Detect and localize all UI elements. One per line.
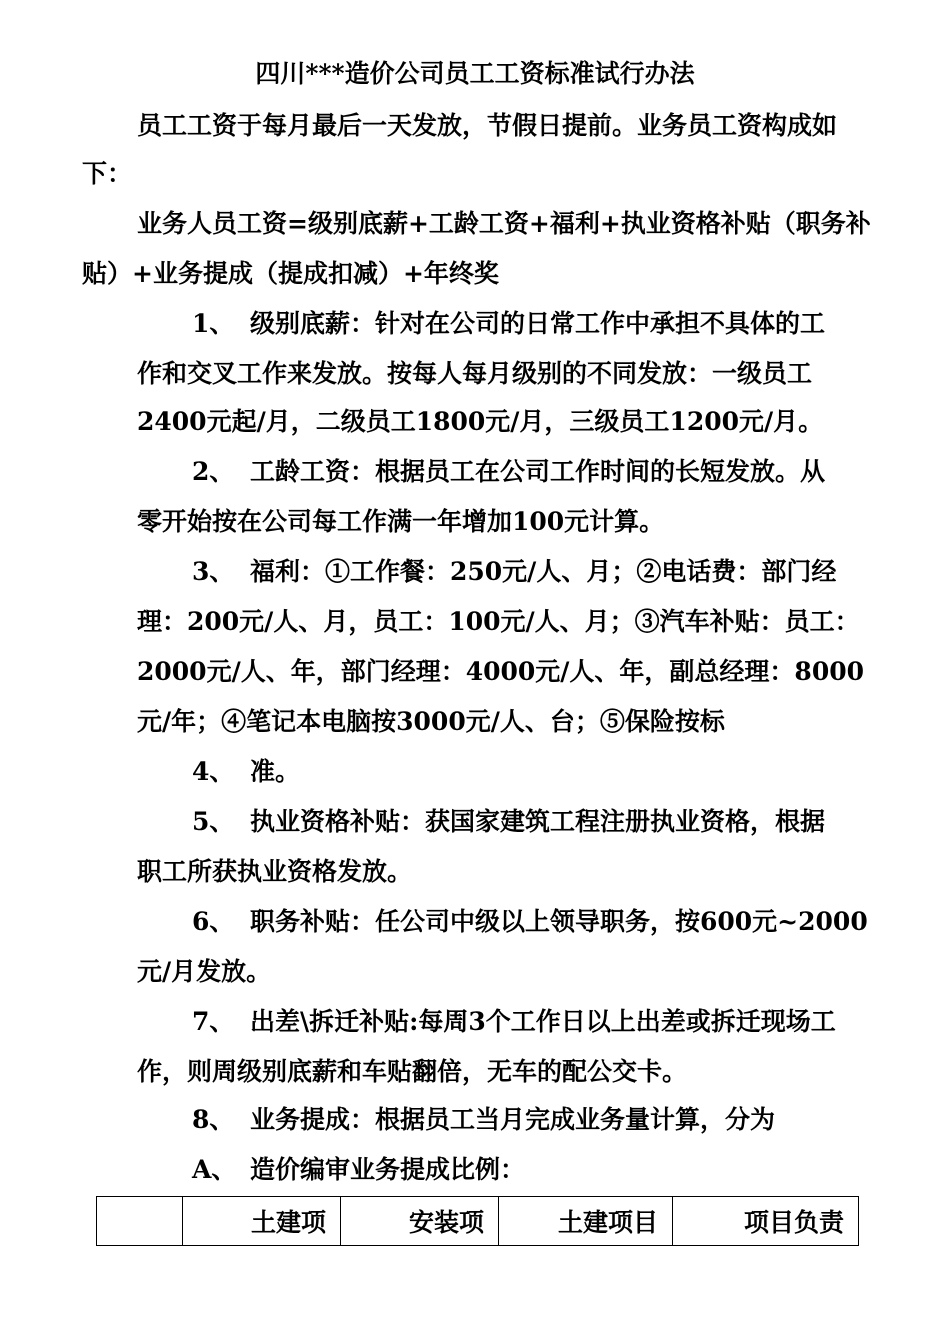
item-1-line-2: 作和交叉工作来发放。按每人每月级别的不同发放：一级员工 [137, 359, 813, 388]
item-2-number: 2、 [192, 457, 235, 486]
item-1-line-3: 2400元起/月，二级员工1800元/月，三级员工1200元/月。 [137, 407, 824, 436]
table-header-cell [97, 1197, 183, 1246]
item-7-number: 7、 [192, 1007, 235, 1036]
table-header-cell: 安装项 [341, 1197, 499, 1246]
item-6-number: 6、 [192, 907, 235, 936]
item-5-line-2: 职工所获执业资格发放。 [137, 857, 413, 886]
item-7-line-2: 作，则周级别底薪和车贴翻倍，无车的配公交卡。 [137, 1057, 688, 1086]
item-5-number: 5、 [192, 807, 235, 836]
item-3-number: 3、 [192, 557, 235, 586]
item-4-number: 4、 [192, 757, 235, 786]
table-header-row [97, 1197, 859, 1246]
intro-line-2: 下： [82, 159, 133, 188]
commission-table [96, 1196, 859, 1246]
intro-line-1: 员工工资于每月最后一天发放，节假日提前。业务员工资构成如 [137, 111, 838, 140]
item-3-line-1: 福利：①工作餐：250元/人、月；②电话费：部门经 [250, 557, 837, 586]
item-3-line-2: 理：200元/人、月，员工：100元/人、月；③汽车补贴：员工： [137, 607, 860, 636]
subsection-a-text: 造价编审业务提成比例： [250, 1155, 526, 1184]
table-header-cell: 项目负责 [673, 1197, 859, 1246]
subsection-a-number: A、 [192, 1155, 237, 1184]
item-7-line-1: 出差\拆迁补贴:每周3个工作日以上出差或拆迁现场工 [250, 1007, 836, 1036]
item-2-line-2: 零开始按在公司每工作满一年增加100元计算。 [137, 507, 665, 536]
item-8-number: 8、 [192, 1105, 235, 1134]
item-3-line-4: 元/年；④笔记本电脑按3000元/人、台；⑤保险按标 [137, 707, 725, 736]
formula-line-2: 贴）+业务提成（提成扣减）+年终奖 [82, 259, 499, 288]
item-3-line-3: 2000元/人、年，部门经理：4000元/人、年，副总经理：8000 [137, 657, 865, 686]
item-6-line-2: 元/月发放。 [137, 957, 272, 986]
item-4-line-1: 准。 [250, 757, 301, 786]
item-5-line-1: 执业资格补贴：获国家建筑工程注册执业资格，根据 [250, 807, 826, 836]
item-1-line-1: 级别底薪：针对在公司的日常工作中承担不具体的工 [250, 309, 826, 338]
table-header-cell: 土建项目 [499, 1197, 673, 1246]
table-header-cell: 土建项 [183, 1197, 341, 1246]
document-title: 四川***造价公司员工工资标准试行办法 [255, 59, 695, 88]
item-1-number: 1、 [192, 309, 235, 338]
item-2-line-1: 工龄工资：根据员工在公司工作时间的长短发放。从 [250, 457, 826, 486]
formula-line-1: 业务人员工资=级别底薪+工龄工资+福利+执业资格补贴（职务补 [137, 209, 871, 238]
item-6-line-1: 职务补贴：任公司中级以上领导职务，按600元~2000 [250, 907, 868, 936]
item-8-line-1: 业务提成：根据员工当月完成业务量计算，分为 [250, 1105, 776, 1134]
